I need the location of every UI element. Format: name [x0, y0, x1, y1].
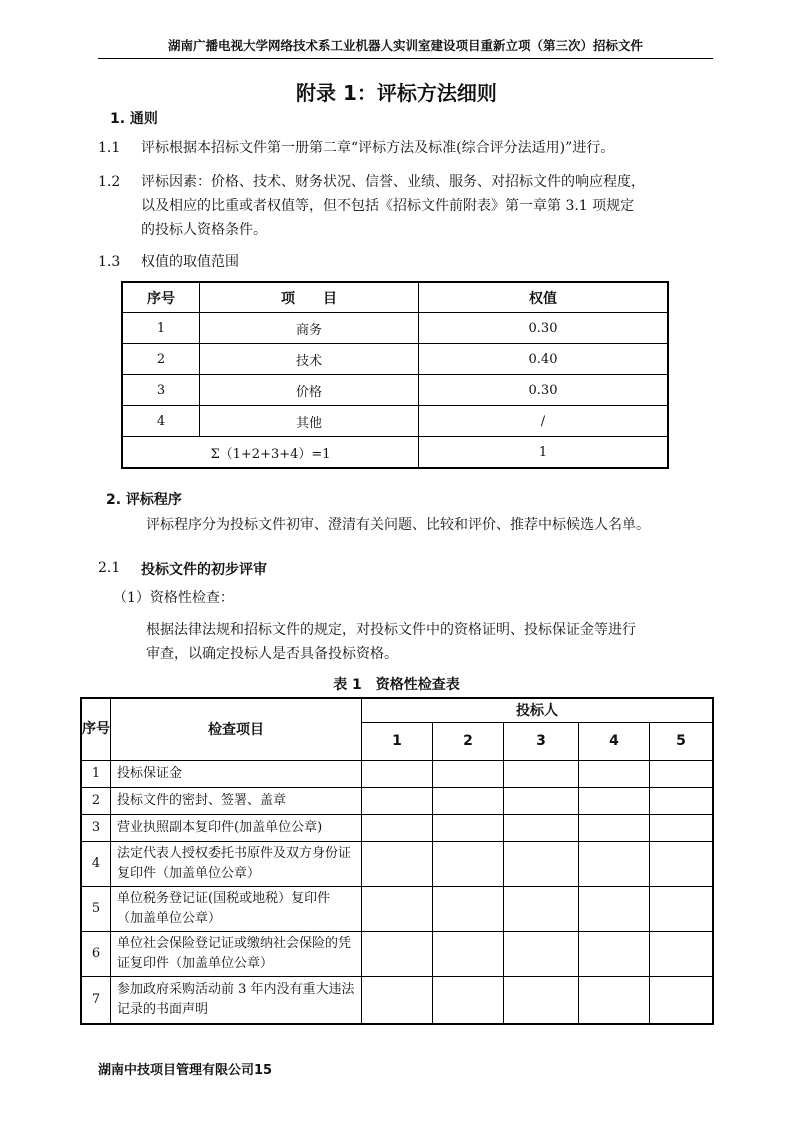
page-footer: 湖南中技项目管理有限公司15 — [98, 1063, 273, 1078]
weight-col-value: 权值 — [419, 282, 669, 313]
weight-cell-value: 0.40 — [419, 344, 669, 375]
weight-total-value: 1 — [419, 437, 669, 469]
check-col-no: 序号 — [81, 698, 111, 760]
check-cell-item: 投标文件的密封、签署、盖章 — [111, 787, 362, 814]
qualification-check-label: （1）资格性检查： — [113, 590, 234, 606]
weight-row — [122, 406, 668, 437]
weight-row — [122, 375, 668, 406]
check-cell — [504, 976, 579, 1024]
check-cell — [433, 841, 504, 886]
check-cell-no: 2 — [81, 787, 111, 814]
qualification-check-line-2: 审查，以确定投标人是否具备投标资格。 — [146, 646, 398, 662]
check-cell — [504, 841, 579, 886]
weight-cell-item: 商务 — [200, 313, 419, 344]
weight-cell-value: 0.30 — [419, 313, 669, 344]
check-row — [81, 886, 713, 931]
page-title: 附录 1：评标方法细则 — [296, 81, 497, 105]
check-row — [81, 814, 713, 841]
weight-cell-item: 其他 — [200, 406, 419, 437]
weight-cell-no: 2 — [122, 344, 200, 375]
check-table-caption: 表 1 资格性检查表 — [333, 677, 460, 693]
check-row — [81, 976, 713, 1024]
check-cell — [362, 760, 433, 787]
item-1-1-number: 1.1 — [98, 140, 121, 156]
bidder-col: 1 — [362, 722, 433, 760]
section-2-heading: 2. 评标程序 — [106, 492, 182, 508]
weight-row — [122, 344, 668, 375]
bidder-col: 5 — [650, 722, 714, 760]
check-cell — [362, 976, 433, 1024]
check-table-header-row — [81, 698, 713, 722]
item-1-3-text: 权值的取值范围 — [141, 254, 239, 270]
check-cell — [433, 976, 504, 1024]
qualification-check-line-1: 根据法律法规和招标文件的规定，对投标文件中的资格证明、投标保证金等进行 — [146, 622, 636, 638]
check-cell — [504, 931, 579, 976]
check-cell-item: 单位社会保险登记证或缴纳社会保险的凭证复印件（加盖单位公章） — [111, 931, 362, 976]
check-cell — [433, 814, 504, 841]
check-cell — [579, 814, 650, 841]
item-1-2-line-1: 评标因素：价格、技术、财务状况、信誉、业绩、服务、对招标文件的响应程度， — [141, 174, 645, 190]
check-cell — [362, 886, 433, 931]
item-1-2-number: 1.2 — [98, 174, 121, 190]
check-cell — [579, 787, 650, 814]
check-cell-no: 7 — [81, 976, 111, 1024]
check-cell — [650, 760, 714, 787]
check-cell — [362, 787, 433, 814]
check-cell — [504, 814, 579, 841]
subsection-2-1-title: 投标文件的初步评审 — [141, 562, 267, 578]
check-cell-no: 3 — [81, 814, 111, 841]
page-header: 湖南广播电视大学网络技术系工业机器人实训室建设项目重新立项（第三次）招标文件 — [98, 36, 713, 59]
check-row — [81, 760, 713, 787]
bidder-col: 3 — [504, 722, 579, 760]
check-cell — [504, 760, 579, 787]
bidder-col: 4 — [579, 722, 650, 760]
check-cell — [362, 931, 433, 976]
check-cell — [433, 886, 504, 931]
check-cell-no: 1 — [81, 760, 111, 787]
section-1-heading: 1. 通则 — [110, 111, 158, 127]
check-cell-no: 5 — [81, 886, 111, 931]
check-cell — [433, 760, 504, 787]
check-cell — [650, 814, 714, 841]
bidder-col: 2 — [433, 722, 504, 760]
check-row — [81, 787, 713, 814]
check-cell — [504, 886, 579, 931]
check-cell — [362, 841, 433, 886]
weight-cell-no: 1 — [122, 313, 200, 344]
item-1-1-text: 评标根据本招标文件第一册第二章“评标方法及标准(综合评分法适用)”进行。 — [141, 140, 615, 156]
check-cell — [579, 841, 650, 886]
check-cell — [433, 787, 504, 814]
check-cell-no: 6 — [81, 931, 111, 976]
weight-cell-no: 3 — [122, 375, 200, 406]
weight-total-formula: Σ（1+2+3+4）=1 — [122, 437, 419, 469]
check-cell-item: 投标保证金 — [111, 760, 362, 787]
check-cell — [504, 787, 579, 814]
check-row — [81, 931, 713, 976]
check-col-item: 检查项目 — [111, 698, 362, 760]
weight-table-header-row — [122, 282, 668, 313]
check-cell — [579, 886, 650, 931]
item-1-2-line-3: 的投标人资格条件。 — [141, 222, 267, 238]
weight-cell-value: 0.30 — [419, 375, 669, 406]
check-cell — [650, 931, 714, 976]
item-1-2-line-2: 以及相应的比重或者权值等，但不包括《招标文件前附表》第一章第 3.1 项规定 — [141, 198, 635, 214]
weight-cell-no: 4 — [122, 406, 200, 437]
check-cell — [362, 814, 433, 841]
check-cell-no: 4 — [81, 841, 111, 886]
check-cell — [650, 787, 714, 814]
subsection-2-1-number: 2.1 — [98, 560, 121, 576]
weight-total-row — [122, 437, 668, 469]
check-cell-item: 单位税务登记证(国税或地税）复印件（加盖单位公章） — [111, 886, 362, 931]
check-cell — [650, 976, 714, 1024]
weight-col-no: 序号 — [122, 282, 200, 313]
check-cell — [579, 976, 650, 1024]
check-cell — [433, 931, 504, 976]
weight-cell-value: / — [419, 406, 669, 437]
weight-cell-item: 技术 — [200, 344, 419, 375]
weight-table — [121, 281, 669, 469]
check-cell-item: 营业执照副本复印件(加盖单位公章) — [111, 814, 362, 841]
check-cell — [650, 841, 714, 886]
weight-row — [122, 313, 668, 344]
qualification-check-table — [80, 697, 714, 1025]
check-cell — [579, 760, 650, 787]
weight-cell-item: 价格 — [200, 375, 419, 406]
check-cell — [579, 931, 650, 976]
weight-col-item: 项 目 — [200, 282, 419, 313]
check-cell-item: 参加政府采购活动前 3 年内没有重大违法记录的书面声明 — [111, 976, 362, 1024]
item-1-3-number: 1.3 — [98, 254, 121, 270]
section-2-intro: 评标程序分为投标文件初审、澄清有关问题、比较和评价、推荐中标候选人名单。 — [146, 517, 650, 533]
check-row — [81, 841, 713, 886]
check-col-bidders: 投标人 — [362, 698, 714, 722]
check-cell — [650, 886, 714, 931]
check-cell-item: 法定代表人授权委托书原件及双方身份证复印件（加盖单位公章） — [111, 841, 362, 886]
